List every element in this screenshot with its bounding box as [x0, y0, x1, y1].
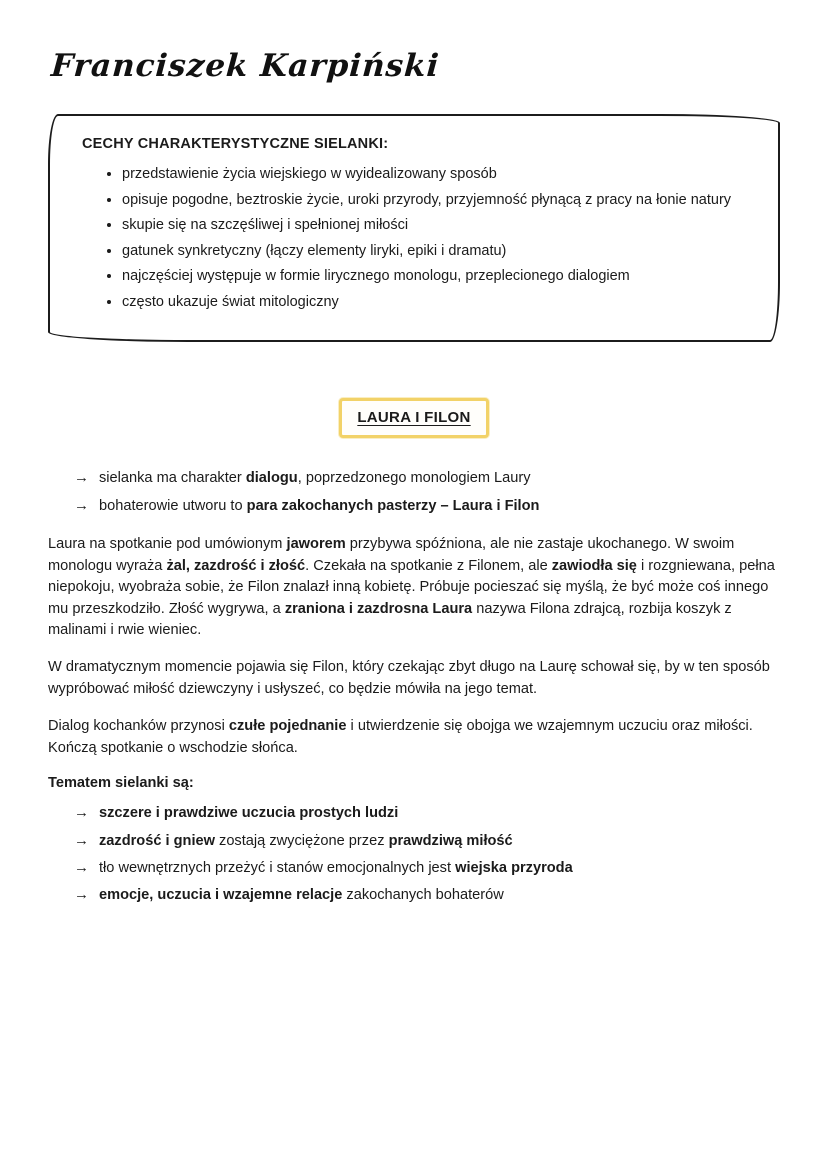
text-segment: nazywa Filona zdrajcą, rozbija koszyk z malinami i rwie wieniec. — [48, 600, 732, 638]
theme-item-text — [99, 803, 398, 823]
document-body — [48, 468, 780, 905]
section-title-wrap — [48, 398, 780, 438]
bold-text-segment: zraniona i zazdrosna Laura — [284, 600, 473, 617]
text-segment: , poprzedzonego monologiem Laury — [297, 470, 531, 487]
bold-text-segment: prawdziwą miłość — [388, 832, 513, 849]
text-segment: zostają zwyciężone przez — [214, 832, 389, 849]
feature-item: • przedstawienie życia wiejskiego w wyidealizowany sposób — [122, 165, 750, 185]
arrow-icon: → — [74, 469, 89, 487]
bold-text-segment: zawiodła się — [551, 557, 637, 574]
theme-item — [74, 885, 780, 905]
bold-text-segment: dialogu — [245, 470, 298, 487]
intro-item — [74, 496, 780, 516]
intro-item-text — [99, 468, 531, 488]
bold-text-segment: wiejska przyroda — [455, 860, 573, 876]
arrow-icon: → — [74, 886, 89, 904]
bold-text-segment: szczere i prawdziwe uczucia prostych ludzi — [99, 805, 399, 822]
theme-item-text — [99, 831, 513, 851]
paragraph — [48, 534, 780, 641]
theme-item — [74, 803, 780, 823]
intro-item — [74, 468, 780, 488]
theme-item — [74, 831, 780, 851]
feature-item: • gatunek synkretyczny (łączy elementy liryki, epiki i dramatu) — [122, 242, 750, 262]
text-segment: i utwierdzenie się obojga we wzajemnym uczuciu oraz miłości. Kończą spotkanie o wschodzie słońca. — [48, 718, 753, 756]
features-list — [78, 165, 750, 312]
paragraph — [48, 716, 780, 759]
page-title: Franciszek Karpiński — [50, 48, 441, 84]
arrow-icon: → — [74, 804, 89, 822]
text-segment: zakochanych bohaterów — [342, 887, 504, 904]
intro-item-text — [99, 496, 539, 516]
feature-item: • opisuje pogodne, beztroskie życie, uroki przyrody, przyjemność płynącą z pracy na łonie natury — [122, 191, 750, 211]
text-segment: Dialog kochanków przynosi — [48, 718, 229, 735]
bold-text-segment: jaworem — [286, 536, 346, 553]
text-segment: bohaterowie utworu to — [99, 497, 247, 514]
text-segment: przybywa spóźniona, ale nie zastaje ukochanego. W swoim monologu wyraża — [48, 536, 735, 574]
feature-item: • skupie się na szczęśliwej i spełnionej miłości — [122, 216, 750, 236]
themes-heading: Tematem sielanki są: — [48, 775, 194, 792]
arrow-icon: → — [74, 859, 89, 876]
arrow-icon: → — [74, 496, 89, 514]
feature-item: • najczęściej występuje w formie lirycznego monologu, przeplecionego dialogiem — [122, 267, 750, 287]
intro-list — [48, 468, 780, 516]
feature-item: • często ukazuje świat mitologiczny — [122, 293, 750, 313]
features-box — [48, 114, 780, 342]
bold-text-segment: żal, zazdrość i złość — [166, 557, 306, 574]
text-segment: Laura na spotkanie pod umówionym — [48, 536, 287, 553]
theme-item — [74, 858, 780, 878]
text-segment: W dramatycznym momencie pojawia się Filon, który czekając zbyt długo na Laurę schował się, by w ten sposób wypróbować miłość dziewczyny i usłyszeć, co będzie mówiła na jego temat. — [48, 659, 770, 697]
bold-text-segment: czułe pojednanie — [228, 718, 347, 735]
features-heading: CECHY CHARAKTERYSTYCZNE SIELANKI: — [82, 136, 389, 152]
text-segment: i rozgniewana, pełna niepokoju, wyobraża sobie, że Filon znalazł inną kobietę. Próbuje pocieszać się myślą, że być może coś innego mu przeszkodziło. Złość wygrywa, a — [48, 557, 775, 617]
text-segment: tło wewnętrznych przeżyć i stanów emocjonalnych jest — [99, 860, 456, 876]
bold-text-segment: emocje, uczucia i wzajemne relacje — [99, 887, 343, 904]
theme-item-text — [99, 885, 504, 905]
bold-text-segment: zazdrość i gniew — [99, 832, 215, 849]
text-segment: sielanka ma charakter — [99, 470, 246, 487]
paragraph — [48, 657, 780, 700]
section-title-box — [339, 398, 488, 438]
theme-item-text — [99, 858, 573, 878]
themes-list — [48, 803, 780, 906]
text-segment: . Czekała na spotkanie z Filonem, ale — [305, 557, 552, 574]
arrow-icon: → — [74, 831, 89, 849]
bold-text-segment: para zakochanych pasterzy – Laura i Filon — [246, 497, 540, 514]
section-title: LAURA I FILON — [357, 409, 471, 427]
